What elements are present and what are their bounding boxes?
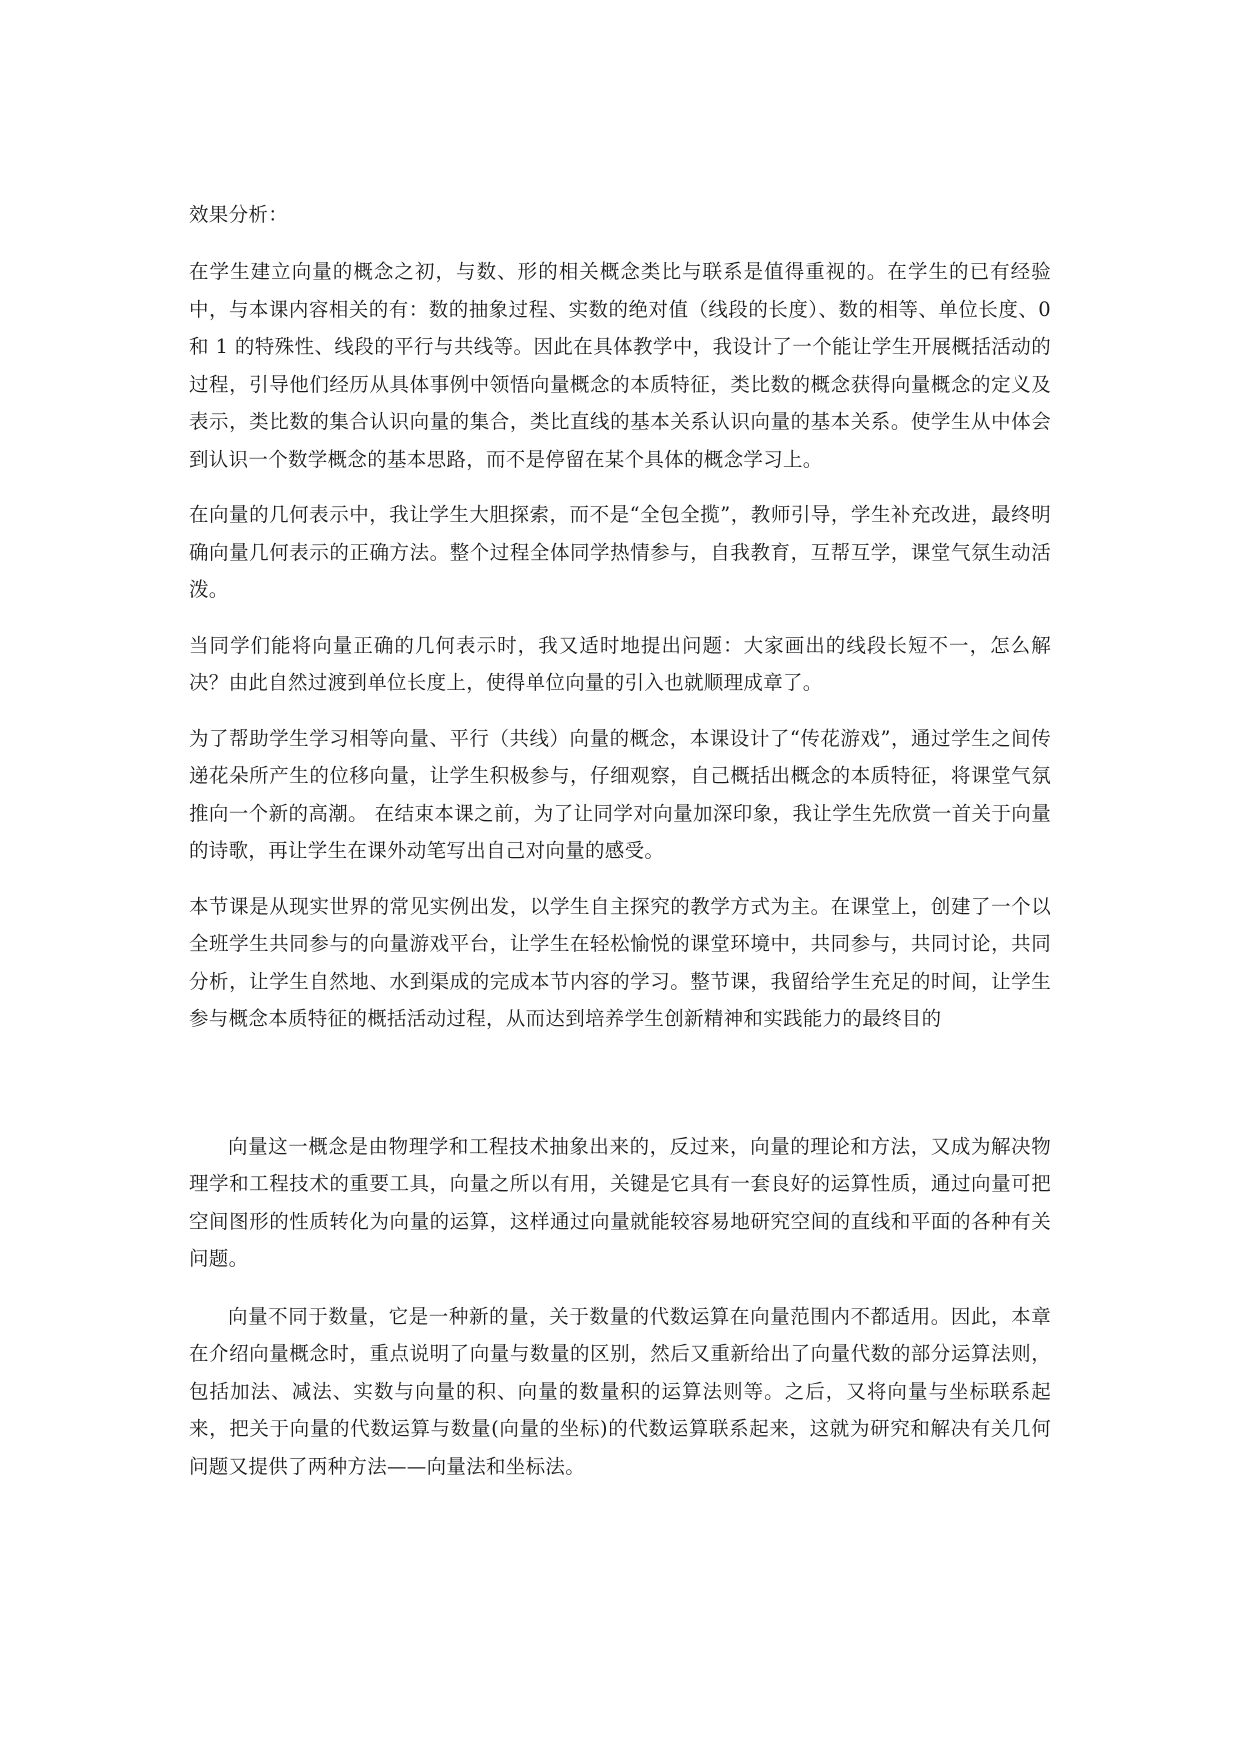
chapter-paragraph-1: 向量这一概念是由物理学和工程技术抽象出来的，反过来，向量的理论和方法，又成为解决物理学和工程技术的重要工具，向量之所以有用，关键是它具有一套良好的运算性质，通过向量可把空间图形的性质转化为向量的运算，这样通过向量就能较容易地研究空间的直线和平面的各种有关问题。 (189, 1134, 1051, 1270)
section-heading: 效果分析： (189, 203, 289, 226)
analysis-paragraph-2: 在向量的几何表示中，我让学生大胆探索，而不是“全包全揽”，教师引导，学生补充改进，最终明确向量几何表示的正确方法。整个过程全体同学热情参与，自我教育，互帮互学，课堂气氛生动活泼。 (189, 503, 1051, 601)
section-gap (189, 1056, 1051, 1128)
analysis-paragraph-4: 为了帮助学生学习相等向量、平行（共线）向量的概念，本课设计了“传花游戏”，通过学生之间传递花朵所产生的位移向量，让学生积极参与，仔细观察，自己概括出概念的本质特征，将课堂气氛推向一个新的高潮。 在结束本课之前，为了让同学对向量加深印象，我让学生先欣赏一首关于向量的诗歌，再让学生在课外动笔写出自己对向量的感受。 (189, 726, 1051, 862)
analysis-paragraph-1: 在学生建立向量的概念之初，与数、形的相关概念类比与联系是值得重视的。在学生的已有经验中，与本课内容相关的有：数的抽象过程、实数的绝对值（线段的长度）、数的相等、单位长度、0 和 1 的特殊性、线段的平行与共线等。因此在具体教学中，我设计了一个能让学生开展概括活动的过程，引导他们经历从具体事例中领悟向量概念的本质特征，类比数的概念获得向量概念的定义及表示，类比数的集合认识向量的集合，类比直线的基本关系认识向量的基本关系。使学生从中体会到认识一个数学概念的基本思路，而不是停留在某个具体的概念学习上。 (189, 260, 1051, 471)
document-body (189, 196, 1051, 1505)
chapter-paragraph-2: 向量不同于数量，它是一种新的量，关于数量的代数运算在向量范围内不都适用。因此，本章在介绍向量概念时，重点说明了向量与数量的区别，然后又重新给出了向量代数的部分运算法则，包括加法、减法、实数与向量的积、向量的数量积的运算法则等。之后，又将向量与坐标联系起来，把关于向量的代数运算与数量(向量的坐标)的代数运算联系起来，这就为研究和解决有关几何问题又提供了两种方法——向量法和坐标法。 (189, 1304, 1051, 1478)
analysis-paragraph-3: 当同学们能将向量正确的几何表示时，我又适时地提出问题：大家画出的线段长短不一，怎么解决？由此自然过渡到单位长度上，使得单位向量的引入也就顺理成章了。 (189, 633, 1051, 694)
analysis-paragraph-5: 本节课是从现实世界的常见实例出发，以学生自主探究的教学方式为主。在课堂上，创建了一个以全班学生共同参与的向量游戏平台，让学生在轻松愉悦的课堂环境中，共同参与，共同讨论，共同分析，让学生自然地、水到渠成的完成本节内容的学习。整节课，我留给学生充足的时间，让学生参与概念本质特征的概括活动过程，从而达到培养学生创新精神和实践能力的最终目的 (189, 894, 1051, 1030)
